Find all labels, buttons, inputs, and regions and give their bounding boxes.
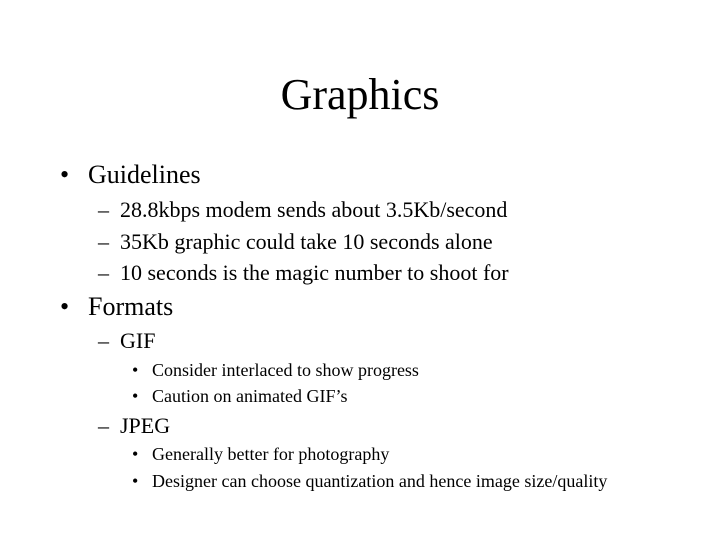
sub-bullet-marker: –: [98, 260, 109, 285]
sub-bullet-text: GIF: [120, 328, 156, 353]
slide-title: Graphics: [280, 70, 440, 119]
bullet-marker: •: [60, 160, 70, 189]
sub-sub-bullet-marker: •: [132, 471, 139, 491]
sub-sub-bullet-text: Caution on animated GIF’s: [152, 386, 348, 406]
bullet-text: Formats: [88, 292, 174, 321]
sub-bullet-text: JPEG: [120, 413, 171, 438]
bullet-marker: •: [60, 292, 70, 321]
sub-sub-bullet-marker: •: [132, 360, 139, 380]
sub-sub-bullet-text: Designer can choose quantization and hence image size/quality: [152, 471, 608, 491]
sub-bullet-marker: –: [98, 229, 109, 254]
bullet-text: Guidelines: [88, 160, 201, 189]
sub-bullet-text: 10 seconds is the magic number to shoot for: [120, 260, 509, 285]
sub-sub-bullet-text: Consider interlaced to show progress: [152, 360, 419, 380]
sub-sub-bullet-marker: •: [132, 386, 139, 406]
sub-bullet-text: 35Kb graphic could take 10 seconds alone: [120, 229, 493, 254]
sub-bullet-marker: –: [98, 197, 109, 222]
sub-bullet-marker: –: [98, 328, 109, 353]
sub-bullet-marker: –: [98, 413, 109, 438]
sub-sub-bullet-text: Generally better for photography: [152, 444, 390, 464]
sub-sub-bullet-marker: •: [132, 444, 139, 464]
sub-bullet-text: 28.8kbps modem sends about 3.5Kb/second: [120, 197, 508, 222]
